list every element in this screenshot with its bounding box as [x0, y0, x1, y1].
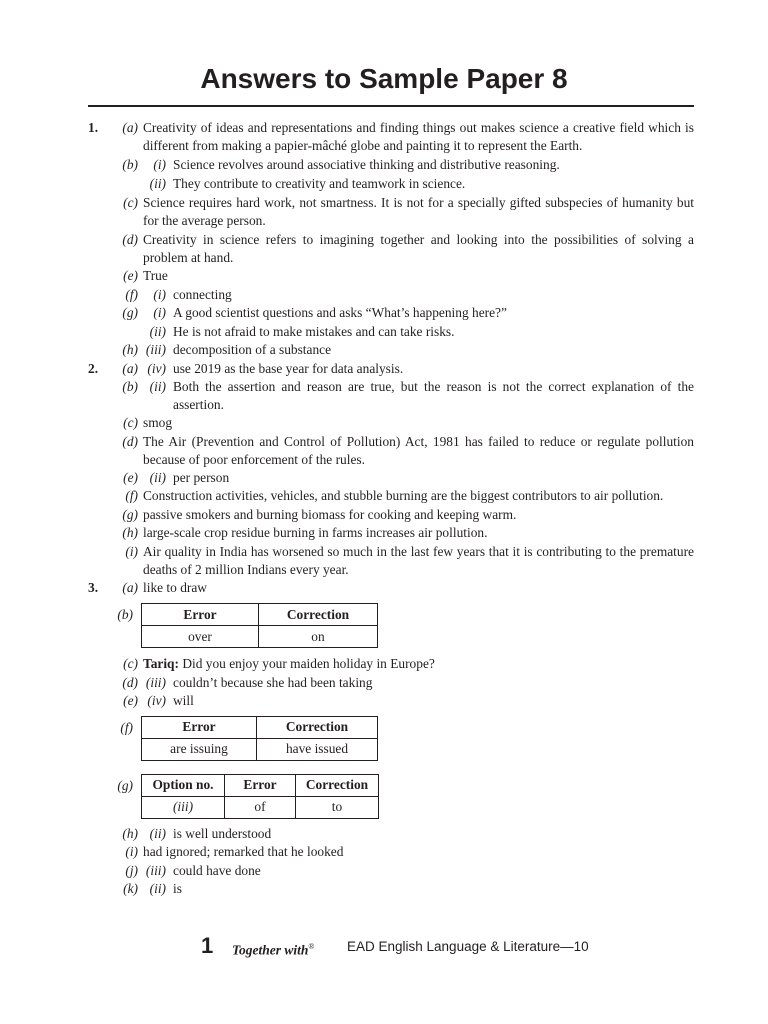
table-header: Correction	[257, 716, 378, 738]
answer-letter: (e)	[123, 469, 138, 485]
answer-text: decomposition of a substance	[173, 342, 332, 357]
q2-b	[0, 378, 768, 414]
q2-d	[0, 433, 768, 469]
table-cell: of	[225, 796, 296, 818]
answer-letter: (h)	[122, 525, 138, 540]
answer-text: They contribute to creativity and teamwork in science.	[173, 175, 466, 191]
q3-k	[0, 880, 768, 899]
q3-f	[0, 716, 768, 768]
page-footer	[0, 934, 768, 960]
option-number: (ii)	[149, 323, 166, 339]
table-header: Correction	[259, 604, 378, 626]
answer-text: Science revolves around associative thinking and distributive reasoning.	[173, 157, 560, 172]
q3-c	[0, 655, 768, 674]
answer-text: Did you enjoy your maiden holiday in Europe?	[182, 656, 435, 671]
option-number: (i)	[153, 157, 166, 172]
answer-letter: (a)	[122, 120, 138, 135]
answer-letter: (a)	[122, 579, 138, 595]
answer-text: Construction activities, vehicles, and stubble burning are the biggest contributors to air pollution.	[143, 488, 664, 503]
table-header: Error	[225, 774, 296, 796]
answer-text: use 2019 as the base year for data analysis.	[173, 360, 404, 376]
q2-f	[0, 487, 768, 506]
speaker-name: Tariq:	[143, 656, 179, 671]
answer-text: couldn’t because she had been taking	[173, 674, 373, 690]
option-number: (i)	[153, 286, 166, 302]
answer-letter: (d)	[122, 232, 138, 247]
answer-text: passive smokers and burning biomass for cooking and keeping warm.	[143, 506, 517, 522]
answer-letter: (a)	[122, 360, 138, 376]
answer-letter: (g)	[117, 777, 133, 793]
table-header: Correction	[296, 774, 379, 796]
answer-text: True	[143, 268, 168, 283]
q3-a	[0, 579, 768, 598]
option-number: (ii)	[149, 469, 166, 485]
q1-a	[0, 119, 768, 155]
q3-i	[0, 843, 768, 862]
answer-letter: (i)	[125, 543, 138, 559]
q3-e	[0, 692, 768, 711]
answer-text: large-scale crop residue burning in farms increases air pollution.	[143, 525, 488, 540]
answer-letter: (j)	[125, 862, 138, 878]
answer-letter: (b)	[122, 379, 138, 394]
registered-mark: ®	[308, 942, 315, 951]
answer-text: could have done	[173, 862, 261, 878]
option-number: (i)	[153, 305, 166, 320]
answer-text: smog	[143, 415, 173, 430]
answer-text: Both the assertion and reason are true, but the reason is not the correct explanation of the assertion.	[173, 379, 694, 412]
q1-h	[0, 341, 768, 360]
answer-text: A good scientist questions and asks “What’s happening here?”	[173, 305, 507, 320]
table-cell: are issuing	[142, 738, 257, 760]
q1-e	[0, 267, 768, 286]
option-number: (iv)	[147, 693, 166, 708]
answer-text: Creativity of ideas and representations and finding things out makes science a creative field which is different from making a papier-mâché globe and painting it to represent the Earth.	[143, 120, 694, 153]
answer-letter: (g)	[122, 305, 138, 320]
table-cell: on	[259, 626, 378, 648]
option-number: (iii)	[145, 342, 166, 357]
question-number: 2.	[88, 360, 99, 376]
answer-text: Creativity in science refers to imagining together and looking into the possibilities of solving a problem at hand.	[143, 232, 694, 265]
answer-letter: (i)	[125, 844, 138, 859]
answer-letter: (c)	[123, 195, 138, 210]
title-rule	[88, 105, 694, 107]
q3-h	[0, 825, 768, 844]
answer-letter: (b)	[122, 157, 138, 172]
answer-letter: (f)	[120, 719, 133, 735]
q1-f	[0, 286, 768, 305]
option-error-correction-table	[141, 774, 379, 819]
answer-text: Air quality in India has worsened so much in the last few years that it is contributing to the premature deaths of 2 million Indians every year.	[143, 543, 694, 577]
answer-text: Science requires hard work, not smartness. It is not for a specially gifted subspecies of humanity but for the average person.	[143, 195, 694, 228]
answer-letter: (b)	[117, 607, 133, 622]
q2-e	[0, 469, 768, 488]
book-title: EAD English Language & Literature—10	[347, 939, 589, 954]
table-header: Error	[142, 716, 257, 738]
answer-letter: (d)	[122, 674, 138, 690]
brand-name: Together with	[232, 942, 309, 958]
q2-i	[0, 543, 768, 579]
table-cell: over	[142, 626, 259, 648]
q3-b	[0, 603, 768, 655]
answer-text: is	[173, 881, 182, 896]
q3-j	[0, 862, 768, 881]
q2-c	[0, 414, 768, 433]
q3-d	[0, 674, 768, 693]
q1-b-ii	[0, 175, 768, 194]
table-cell: have issued	[257, 738, 378, 760]
page-title: Answers to Sample Paper 8	[200, 63, 568, 94]
answer-letter: (c)	[123, 415, 138, 430]
answer-text: per person	[173, 469, 230, 485]
answer-letter: (e)	[123, 268, 138, 283]
table-header: Error	[142, 604, 259, 626]
table-header: Option no.	[142, 774, 225, 796]
answers-body	[0, 119, 768, 899]
option-number: (ii)	[149, 175, 166, 191]
table-cell: (iii)	[142, 796, 225, 818]
answer-text: connecting	[173, 286, 232, 302]
answer-letter: (h)	[122, 342, 138, 357]
q2-a	[0, 360, 768, 379]
answer-text: had ignored; remarked that he looked	[143, 844, 344, 859]
answer-letter: (g)	[122, 506, 138, 522]
answer-letter: (f)	[125, 286, 138, 302]
option-number: (ii)	[149, 379, 166, 394]
brand-logo	[232, 937, 314, 961]
answer-text: The Air (Prevention and Control of Pollution) Act, 1981 has failed to reduce or regulate pollution because of poor enforcement of the rules.	[143, 433, 694, 467]
q1-c	[0, 194, 768, 230]
q2-h	[0, 524, 768, 543]
q3-g	[0, 774, 768, 825]
q1-g-i	[0, 304, 768, 323]
q1-b-i	[0, 156, 768, 175]
answer-text: He is not afraid to make mistakes and can take risks.	[173, 323, 455, 339]
answer-letter: (h)	[122, 825, 138, 841]
table-cell: to	[296, 796, 379, 818]
option-number: (ii)	[149, 881, 166, 896]
page-number: 1	[201, 933, 214, 958]
answer-text: will	[173, 693, 194, 708]
answer-text: like to draw	[143, 579, 207, 595]
question-number: 3.	[88, 579, 99, 595]
answer-letter: (f)	[125, 488, 138, 503]
q2-g	[0, 506, 768, 525]
answer-letter: (c)	[123, 656, 138, 671]
error-correction-table	[141, 716, 378, 761]
answer-text: is well understood	[173, 825, 272, 841]
error-correction-table	[141, 603, 378, 648]
q1-g-ii	[0, 323, 768, 342]
q1-d	[0, 231, 768, 267]
answer-letter: (e)	[123, 693, 138, 708]
option-number: (ii)	[149, 825, 166, 841]
option-number: (iv)	[147, 360, 166, 376]
option-number: (iii)	[145, 862, 166, 878]
option-number: (iii)	[145, 674, 166, 690]
answer-letter: (k)	[123, 881, 138, 896]
answer-letter: (d)	[122, 433, 138, 449]
question-number: 1.	[88, 120, 99, 135]
